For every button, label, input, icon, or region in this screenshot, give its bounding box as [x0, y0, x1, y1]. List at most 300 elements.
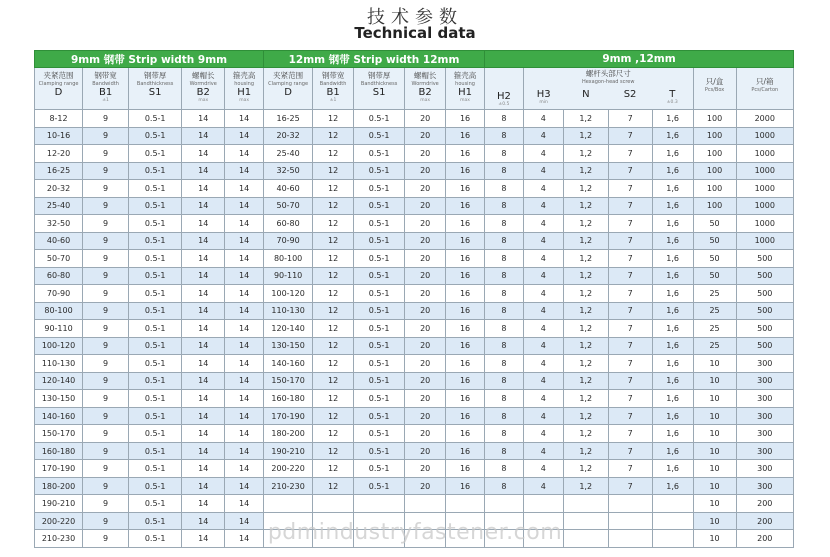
table-cell: 0.5-1 — [129, 250, 182, 268]
table-cell: 0.5-1 — [354, 302, 405, 320]
table-cell: 14 — [225, 530, 264, 548]
table-cell: 0.5-1 — [354, 197, 405, 215]
table-cell: 190-210 — [35, 495, 83, 513]
table-cell: 0.5-1 — [354, 460, 405, 478]
table-cell: 160-180 — [35, 442, 83, 460]
table-cell: 4 — [523, 127, 563, 145]
table-row — [35, 477, 794, 495]
table-cell: 1,2 — [563, 232, 608, 250]
table-cell: 100 — [693, 197, 736, 215]
table-cell: 70-90 — [264, 232, 313, 250]
table-cell: 12 — [313, 320, 354, 338]
table-cell — [405, 495, 446, 513]
table-cell: 4 — [523, 407, 563, 425]
col-h2: H2 ±0.5 — [484, 68, 523, 110]
table-cell: 20 — [405, 337, 446, 355]
table-cell: 8 — [484, 320, 523, 338]
table-cell — [405, 530, 446, 548]
table-row — [35, 162, 794, 180]
table-cell: 1,2 — [563, 285, 608, 303]
table-cell: 1,6 — [652, 215, 693, 233]
table-cell — [264, 512, 313, 530]
table-cell — [313, 495, 354, 513]
table-cell: 0.5-1 — [129, 337, 182, 355]
table-cell: 1,6 — [652, 425, 693, 443]
table-cell: 14 — [225, 215, 264, 233]
table-cell: 10 — [693, 372, 736, 390]
table-cell: 1,6 — [652, 442, 693, 460]
table-cell: 180-200 — [35, 477, 83, 495]
table-cell: 80-100 — [264, 250, 313, 268]
table-cell: 4 — [523, 442, 563, 460]
table-cell: 16 — [446, 180, 485, 198]
table-cell: 16 — [446, 110, 485, 128]
col-wormdrive-9: 螺帽长 Wormdrive B2 max — [182, 68, 225, 110]
table-cell: 16 — [446, 162, 485, 180]
table-cell — [523, 495, 563, 513]
table-cell: 12 — [313, 355, 354, 373]
table-cell: 14 — [225, 162, 264, 180]
table-cell: 50 — [693, 232, 736, 250]
table-cell: 20 — [405, 372, 446, 390]
table-cell: 170-190 — [264, 407, 313, 425]
table-cell: 0.5-1 — [129, 512, 182, 530]
table-cell: 14 — [182, 285, 225, 303]
table-row — [35, 512, 794, 530]
table-cell: 300 — [736, 355, 793, 373]
table-cell: 14 — [225, 442, 264, 460]
table-cell — [652, 512, 693, 530]
table-cell: 0.5-1 — [129, 355, 182, 373]
table-cell: 150-170 — [264, 372, 313, 390]
table-cell: 4 — [523, 355, 563, 373]
table-cell: 500 — [736, 337, 793, 355]
table-row — [35, 145, 794, 163]
table-cell — [484, 530, 523, 548]
table-cell: 16 — [446, 232, 485, 250]
table-cell: 80-100 — [35, 302, 83, 320]
table-cell: 32-50 — [264, 162, 313, 180]
table-cell: 100 — [693, 145, 736, 163]
table-cell: 1,6 — [652, 267, 693, 285]
table-cell: 90-110 — [264, 267, 313, 285]
table-cell: 14 — [225, 285, 264, 303]
table-cell: 14 — [182, 302, 225, 320]
table-cell: 4 — [523, 162, 563, 180]
table-cell: 9 — [83, 460, 129, 478]
table-cell: 300 — [736, 460, 793, 478]
table-cell: 500 — [736, 250, 793, 268]
table-cell: 140-160 — [35, 407, 83, 425]
table-row — [35, 442, 794, 460]
table-cell: 14 — [182, 372, 225, 390]
table-cell: 180-200 — [264, 425, 313, 443]
table-cell: 4 — [523, 110, 563, 128]
strip-12mm-banner: 12mm 钢带 Strip width 12mm — [264, 51, 485, 68]
table-row — [35, 110, 794, 128]
table-cell: 8 — [484, 460, 523, 478]
table-cell: 7 — [608, 180, 652, 198]
table-cell: 20 — [405, 127, 446, 145]
table-cell: 8 — [484, 250, 523, 268]
table-cell: 9 — [83, 110, 129, 128]
table-cell: 9 — [83, 250, 129, 268]
table-cell: 10 — [693, 530, 736, 548]
table-cell: 1,6 — [652, 390, 693, 408]
table-cell: 12 — [313, 285, 354, 303]
table-cell: 14 — [182, 477, 225, 495]
table-cell: 9 — [83, 337, 129, 355]
table-cell: 4 — [523, 460, 563, 478]
table-cell: 10 — [693, 495, 736, 513]
table-cell: 7 — [608, 250, 652, 268]
table-cell: 20 — [405, 162, 446, 180]
table-cell: 10 — [693, 425, 736, 443]
table-cell: 1,6 — [652, 320, 693, 338]
table-cell: 1,6 — [652, 197, 693, 215]
table-cell: 0.5-1 — [129, 425, 182, 443]
table-cell: 12 — [313, 145, 354, 163]
table-cell: 1,6 — [652, 110, 693, 128]
table-row — [35, 250, 794, 268]
table-cell: 14 — [182, 407, 225, 425]
table-cell: 14 — [225, 145, 264, 163]
table-cell: 140-160 — [264, 355, 313, 373]
table-cell: 0.5-1 — [354, 442, 405, 460]
table-cell: 12 — [313, 197, 354, 215]
table-cell — [484, 512, 523, 530]
table-cell: 16 — [446, 285, 485, 303]
table-cell: 1000 — [736, 232, 793, 250]
table-cell: 4 — [523, 425, 563, 443]
table-cell: 7 — [608, 425, 652, 443]
banner-row — [35, 51, 794, 68]
table-cell: 500 — [736, 302, 793, 320]
table-cell: 1000 — [736, 162, 793, 180]
table-row — [35, 425, 794, 443]
table-cell: 8 — [484, 215, 523, 233]
table-cell: 100 — [693, 180, 736, 198]
table-cell: 0.5-1 — [129, 127, 182, 145]
table-cell: 0.5-1 — [354, 232, 405, 250]
table-row — [35, 285, 794, 303]
table-cell: 20 — [405, 110, 446, 128]
table-cell: 1,6 — [652, 285, 693, 303]
table-cell: 0.5-1 — [354, 337, 405, 355]
table-cell: 9 — [83, 180, 129, 198]
table-cell: 20 — [405, 267, 446, 285]
table-cell: 40-60 — [35, 232, 83, 250]
table-cell: 1,6 — [652, 460, 693, 478]
table-cell: 0.5-1 — [354, 110, 405, 128]
table-cell: 4 — [523, 145, 563, 163]
table-cell: 14 — [225, 355, 264, 373]
table-cell: 500 — [736, 320, 793, 338]
table-cell: 2000 — [736, 110, 793, 128]
table-cell: 200 — [736, 512, 793, 530]
table-cell: 0.5-1 — [129, 442, 182, 460]
table-cell: 0.5-1 — [129, 267, 182, 285]
table-cell: 100 — [693, 127, 736, 145]
table-cell: 7 — [608, 110, 652, 128]
table-cell: 0.5-1 — [129, 180, 182, 198]
table-cell: 14 — [225, 390, 264, 408]
table-cell: 14 — [182, 425, 225, 443]
table-cell: 1,2 — [563, 460, 608, 478]
table-cell: 1000 — [736, 215, 793, 233]
technical-data-table — [34, 50, 794, 548]
table-cell: 14 — [182, 337, 225, 355]
table-cell: 16 — [446, 390, 485, 408]
table-cell: 14 — [182, 460, 225, 478]
table-cell: 20 — [405, 442, 446, 460]
table-cell: 1,6 — [652, 355, 693, 373]
table-cell: 100 — [693, 110, 736, 128]
table-cell: 9 — [83, 495, 129, 513]
table-cell: 7 — [608, 477, 652, 495]
table-cell: 120-140 — [264, 320, 313, 338]
table-cell: 120-140 — [35, 372, 83, 390]
table-cell: 1,2 — [563, 250, 608, 268]
table-cell: 20 — [405, 250, 446, 268]
table-cell: 16 — [446, 197, 485, 215]
table-cell: 9 — [83, 425, 129, 443]
table-cell: 8-12 — [35, 110, 83, 128]
table-cell: 1,2 — [563, 215, 608, 233]
table-cell: 1000 — [736, 145, 793, 163]
table-cell: 8 — [484, 372, 523, 390]
table-cell: 20 — [405, 460, 446, 478]
table-cell: 4 — [523, 232, 563, 250]
hexagon-screw-zh: 螺杆头部尺寸 — [585, 69, 631, 78]
table-cell: 8 — [484, 145, 523, 163]
table-cell: 9 — [83, 232, 129, 250]
table-cell: 0.5-1 — [354, 390, 405, 408]
table-cell: 16 — [446, 267, 485, 285]
table-cell: 200 — [736, 530, 793, 548]
table-cell: 25-40 — [35, 197, 83, 215]
table-cell: 20 — [405, 145, 446, 163]
col-clamp-range-12: 夹紧范围 Clamping range D — [264, 68, 313, 110]
table-cell: 0.5-1 — [354, 320, 405, 338]
table-cell: 14 — [182, 495, 225, 513]
table-cell: 1,2 — [563, 180, 608, 198]
table-cell: 14 — [182, 180, 225, 198]
watermark: pdmindustryfastener.com — [267, 520, 563, 545]
table-cell: 20-32 — [264, 127, 313, 145]
table-cell: 8 — [484, 110, 523, 128]
table-cell: 7 — [608, 442, 652, 460]
table-cell: 60-80 — [35, 267, 83, 285]
col-bandwidth-9: 钢带宽 Bandwidth B1 ±1 — [83, 68, 129, 110]
table-cell: 70-90 — [35, 285, 83, 303]
table-cell: 20 — [405, 232, 446, 250]
table-cell: 110-130 — [35, 355, 83, 373]
table-cell — [652, 530, 693, 548]
table-cell — [354, 530, 405, 548]
table-cell: 100 — [693, 162, 736, 180]
table-cell: 7 — [608, 162, 652, 180]
table-cell: 9 — [83, 407, 129, 425]
table-cell: 4 — [523, 267, 563, 285]
table-cell: 20-32 — [35, 180, 83, 198]
table-cell: 10 — [693, 442, 736, 460]
table-cell: 7 — [608, 390, 652, 408]
table-cell: 300 — [736, 372, 793, 390]
table-cell: 16 — [446, 127, 485, 145]
table-cell: 25 — [693, 285, 736, 303]
table-cell: 14 — [182, 215, 225, 233]
table-row — [35, 390, 794, 408]
table-cell: 12 — [313, 372, 354, 390]
table-cell: 14 — [182, 110, 225, 128]
table-cell — [608, 512, 652, 530]
table-cell: 14 — [182, 355, 225, 373]
table-cell: 14 — [225, 110, 264, 128]
table-cell: 1,2 — [563, 197, 608, 215]
table-cell: 9 — [83, 442, 129, 460]
table-row — [35, 197, 794, 215]
table-cell: 1,6 — [652, 162, 693, 180]
table-cell: 0.5-1 — [354, 372, 405, 390]
table-cell: 14 — [225, 302, 264, 320]
table-cell — [652, 495, 693, 513]
col-housing-12: 箍壳高 housing H1 max — [446, 68, 485, 110]
table-cell: 9 — [83, 512, 129, 530]
table-cell: 0.5-1 — [129, 477, 182, 495]
table-cell: 12 — [313, 127, 354, 145]
table-cell: 9 — [83, 390, 129, 408]
table-cell: 9 — [83, 302, 129, 320]
table-cell: 1,6 — [652, 477, 693, 495]
table-cell: 12 — [313, 460, 354, 478]
table-cell: 32-50 — [35, 215, 83, 233]
table-cell: 1,2 — [563, 302, 608, 320]
table-cell: 7 — [608, 127, 652, 145]
table-cell: 170-190 — [35, 460, 83, 478]
table-cell: 20 — [405, 302, 446, 320]
table-cell: 16 — [446, 302, 485, 320]
table-cell: 10 — [693, 390, 736, 408]
table-cell: 12 — [313, 267, 354, 285]
table-cell: 4 — [523, 250, 563, 268]
table-cell: 16 — [446, 320, 485, 338]
table-cell — [354, 512, 405, 530]
table-cell: 25 — [693, 337, 736, 355]
table-cell: 14 — [225, 267, 264, 285]
table-cell: 14 — [225, 127, 264, 145]
table-cell: 0.5-1 — [129, 407, 182, 425]
table-cell: 12 — [313, 407, 354, 425]
table-cell: 16 — [446, 372, 485, 390]
table-cell: 9 — [83, 197, 129, 215]
table-cell: 14 — [225, 372, 264, 390]
col-wormdrive-12: 螺帽长 Wormdrive B2 max — [405, 68, 446, 110]
table-cell: 16 — [446, 460, 485, 478]
table-row — [35, 232, 794, 250]
table-cell: 14 — [182, 512, 225, 530]
table-cell: 14 — [225, 477, 264, 495]
table-cell: 9 — [83, 127, 129, 145]
table-cell: 1,6 — [652, 232, 693, 250]
table-cell: 16 — [446, 355, 485, 373]
table-cell: 9 — [83, 530, 129, 548]
table-cell: 300 — [736, 442, 793, 460]
table-cell: 12 — [313, 390, 354, 408]
table-cell: 1,2 — [563, 425, 608, 443]
table-cell: 300 — [736, 390, 793, 408]
table-cell: 7 — [608, 407, 652, 425]
table-cell: 50-70 — [264, 197, 313, 215]
table-cell: 12 — [313, 162, 354, 180]
table-row — [35, 355, 794, 373]
table-row — [35, 180, 794, 198]
table-cell: 7 — [608, 285, 652, 303]
table-cell: 4 — [523, 372, 563, 390]
table-cell: 1000 — [736, 127, 793, 145]
table-cell: 1,2 — [563, 442, 608, 460]
table-cell — [313, 530, 354, 548]
table-cell: 7 — [608, 355, 652, 373]
table-cell: 16 — [446, 250, 485, 268]
table-cell: 9 — [83, 372, 129, 390]
table-cell: 25-40 — [264, 145, 313, 163]
table-cell: 4 — [523, 180, 563, 198]
table-cell: 90-110 — [35, 320, 83, 338]
table-row — [35, 495, 794, 513]
table-cell: 1,6 — [652, 337, 693, 355]
table-cell: 500 — [736, 267, 793, 285]
table-cell: 7 — [608, 460, 652, 478]
table-cell: 14 — [182, 232, 225, 250]
table-cell: 14 — [182, 390, 225, 408]
table-cell: 12 — [313, 250, 354, 268]
table-cell: 0.5-1 — [129, 390, 182, 408]
table-cell: 16-25 — [264, 110, 313, 128]
table-cell: 1,6 — [652, 407, 693, 425]
screw-size-banner: 9mm ,12mm — [484, 51, 793, 68]
table-cell — [446, 495, 485, 513]
table-cell — [563, 512, 608, 530]
table-cell — [523, 512, 563, 530]
table-cell: 7 — [608, 320, 652, 338]
table-cell: 16 — [446, 442, 485, 460]
table-cell: 1,2 — [563, 407, 608, 425]
table-cell: 1,2 — [563, 145, 608, 163]
table-cell: 0.5-1 — [354, 250, 405, 268]
table-cell: 1,2 — [563, 390, 608, 408]
table-cell: 50-70 — [35, 250, 83, 268]
table-cell: 7 — [608, 145, 652, 163]
table-cell: 1,2 — [563, 355, 608, 373]
table-cell: 14 — [225, 197, 264, 215]
table-cell: 7 — [608, 267, 652, 285]
table-cell: 14 — [225, 460, 264, 478]
table-cell: 14 — [182, 127, 225, 145]
table-cell: 0.5-1 — [354, 267, 405, 285]
table-cell: 4 — [523, 320, 563, 338]
table-cell: 12 — [313, 180, 354, 198]
table-cell: 20 — [405, 407, 446, 425]
table-cell: 1,6 — [652, 145, 693, 163]
table-cell: 12 — [313, 337, 354, 355]
table-row — [35, 302, 794, 320]
table-cell: 300 — [736, 407, 793, 425]
table-cell: 20 — [405, 197, 446, 215]
col-pcs-box: 只/盒 Pcs/Box — [693, 68, 736, 110]
table-cell — [608, 495, 652, 513]
table-cell: 100-120 — [35, 337, 83, 355]
